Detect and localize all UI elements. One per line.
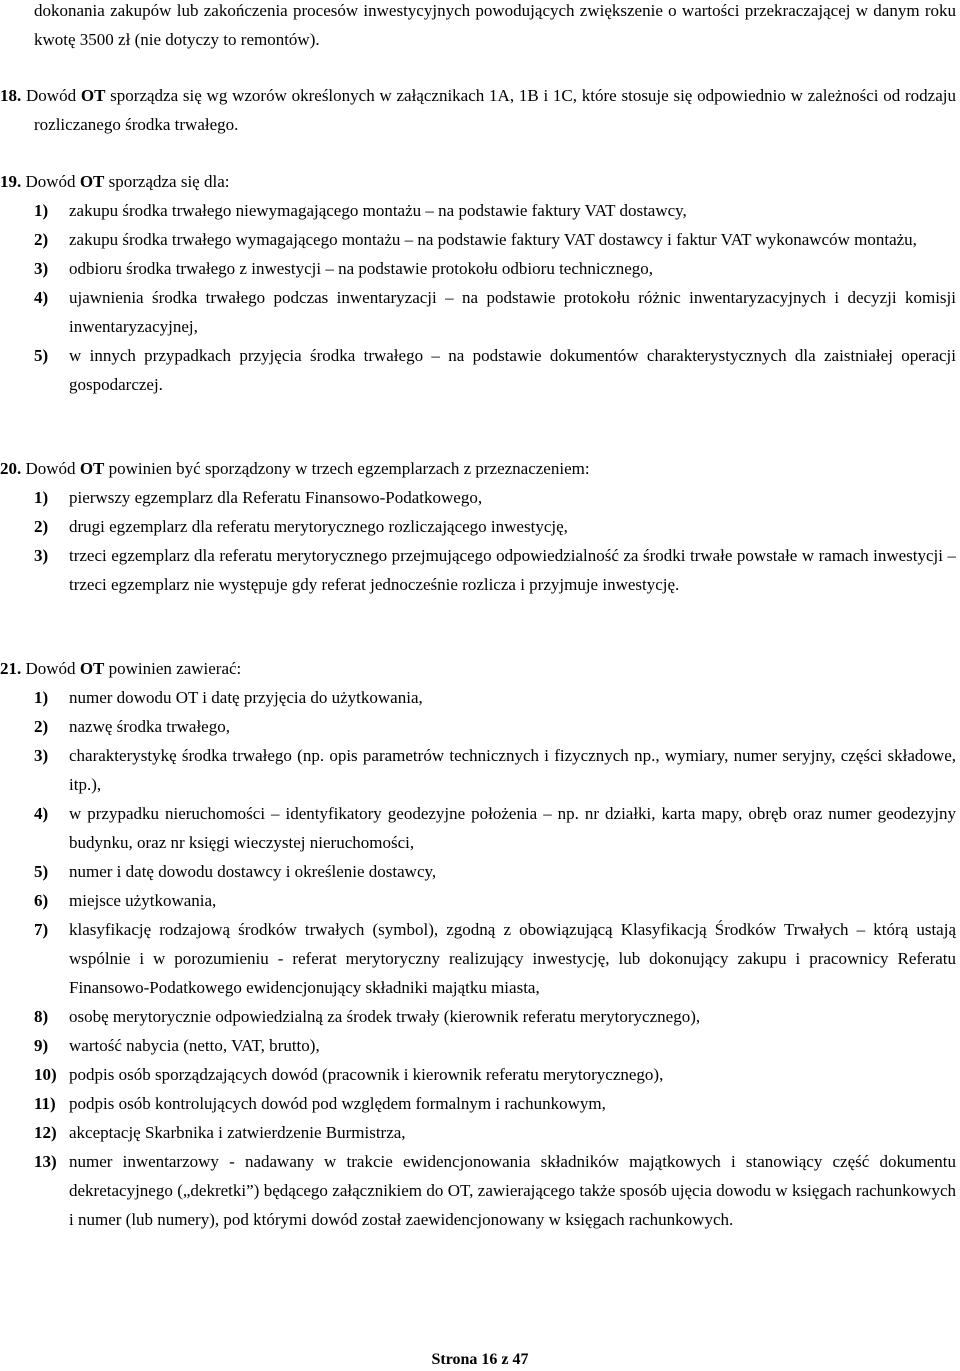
list-item: 9) wartość nabycia (netto, VAT, brutto), — [34, 1036, 320, 1055]
list-item: 4) ujawnienia środka trwałego podczas inwentaryzacji – na podstawie protokołu różnic inwentaryzacyjnych i decyzji komisji inwentaryzacyjnej, — [34, 288, 956, 336]
section-text: powinien być sporządzony w trzech egzemplarzach z przeznaczeniem: — [108, 459, 590, 478]
section-number: 18. — [0, 86, 22, 105]
section-ot: OT — [79, 172, 105, 191]
list-item: 1) numer dowodu OT i datę przyjęcia do użytkowania, — [34, 688, 423, 707]
list-item: 3) odbioru środka trwałego z inwestycji – na podstawie protokołu odbioru technicznego, — [34, 259, 653, 278]
section-20 — [0, 454, 956, 599]
section-21 — [0, 654, 956, 1234]
list-item: 3) trzeci egzemplarz dla referatu merytorycznego przejmującego odpowiedzialność za środki trwałe powstałe w ramach inwestycji – trzeci egzemplarz nie występuje gdy referat jednocześnie rozlicza i przyjmuje inwestycję. — [34, 546, 956, 594]
list-item: 13) numer inwentarzowy - nadawany w trakcie ewidencjonowania składników majątkowych i stanowiący część dokumentu dekretacyjnego („dekretki”) będącego załącznikiem do OT, zawierającego także sposób ujęcia dowodu w księgach rachunkowych i numer (lub numery), pod którymi dowód został zaewidencjonowany w księgach rachunkowych. — [34, 1152, 956, 1229]
section-ot: OT — [80, 86, 106, 105]
list-item: 4) w przypadku nieruchomości – identyfikatory geodezyjne położenia – np. nr działki, karta mapy, obręb oraz numer geodezyjny budynku, oraz nr księgi wieczystej nieruchomości, — [34, 804, 956, 852]
list-item: 2) nazwę środka trwałego, — [34, 717, 230, 736]
list-item: 5) w innych przypadkach przyjęcia środka trwałego – na podstawie dokumentów charakterystycznych dla zaistniałej operacji gospodarczej. — [34, 346, 956, 394]
section-text: powinien zawierać: — [108, 659, 242, 678]
page-number: Strona 16 z 47 — [431, 1351, 529, 1368]
section-intro-word: Dowód — [25, 459, 76, 478]
section-19 — [0, 167, 956, 399]
section-text: sporządza się dla: — [108, 172, 230, 191]
section-intro-word: Dowód — [26, 86, 77, 105]
list-item: 8) osobę merytorycznie odpowiedzialną za środek trwały (kierownik referatu merytorycznego), — [34, 1007, 701, 1026]
section-number: 21. — [0, 659, 22, 678]
list-item: 11) podpis osób kontrolujących dowód pod względem formalnym i rachunkowym, — [34, 1094, 606, 1113]
list-item: 5) numer i datę dowodu dostawcy i określenie dostawcy, — [34, 862, 437, 881]
list-item: 1) pierwszy egzemplarz dla Referatu Finansowo-Podatkowego, — [34, 488, 483, 507]
section-text: sporządza się wg wzorów określonych w załącznikach 1A, 1B i 1C, które stosuje się odpowiednio w zależności od rodzaju rozliczanego środka trwałego. — [34, 86, 956, 134]
list-item: 10) podpis osób sporządzających dowód (pracownik i kierownik referatu merytorycznego), — [34, 1065, 664, 1084]
list-item: 2) drugi egzemplarz dla referatu merytorycznego rozliczającego inwestycję, — [34, 517, 568, 536]
section-18 — [0, 81, 956, 139]
section-intro-word: Dowód — [25, 659, 76, 678]
list-item: 6) miejsce użytkowania, — [34, 891, 217, 910]
section-ot: OT — [79, 659, 105, 678]
section-ot: OT — [79, 459, 105, 478]
list-item: 12) akceptację Skarbnika i zatwierdzenie Burmistrza, — [34, 1123, 406, 1142]
intro-paragraph: dokonania zakupów lub zakończenia procesów inwestycyjnych powodujących zwiększenie o wartości przekraczającej w danym roku kwotę 3500 zł (nie dotyczy to remontów). — [34, 1, 956, 49]
list-item: 7) klasyfikację rodzajową środków trwałych (symbol), zgodną z obowiązującą Klasyfikacją Środków Trwałych – którą ustają wspólnie i w porozumieniu - referat merytoryczny realizujący inwestycję, lub dokonujący zakupu i pracownicy Referatu Finansowo-Podatkowego ewidencjonujący składniki majątku miasta, — [34, 920, 956, 997]
list-item: 1) zakupu środka trwałego niewymagającego montażu – na podstawie faktury VAT dostawcy, — [34, 201, 687, 220]
section-number: 20. — [0, 459, 22, 478]
section-intro-word: Dowód — [25, 172, 76, 191]
list-item: 2) zakupu środka trwałego wymagającego montażu – na podstawie faktury VAT dostawcy i faktur VAT wykonawców montażu, — [34, 230, 917, 249]
list-item: 3) charakterystykę środka trwałego (np. opis parametrów technicznych i fizycznych np., wymiary, numer seryjny, części składowe, itp.), — [34, 746, 956, 794]
section-number: 19. — [0, 172, 22, 191]
